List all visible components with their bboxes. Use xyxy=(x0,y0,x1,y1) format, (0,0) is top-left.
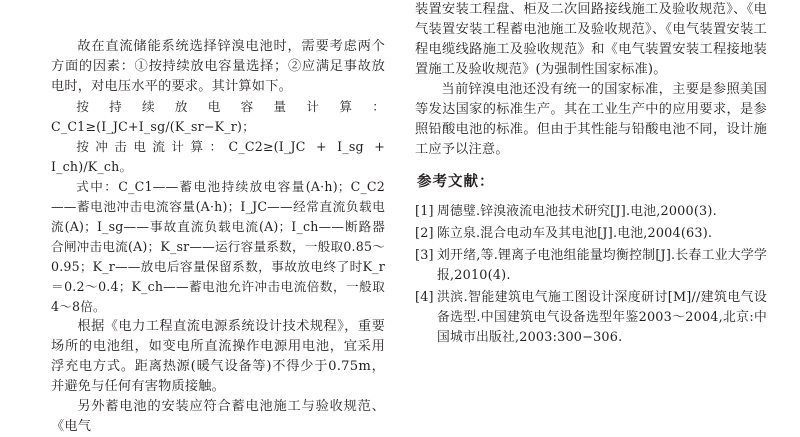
reference-item xyxy=(415,202,767,222)
paragraph-design-code: 根据《电力工程直流电源系统设计技术规程》，重要场所的电池组，如变电所直流操作电源用电池，宜采用浮充电方式。距离热源(暖气设备等)不得少于0.75m，并避免与任何有害物质接触。 xyxy=(51,319,385,394)
left-column xyxy=(51,0,385,437)
reference-text: 陈立泉.混合电动车及其电池[J].电池,2004(63). xyxy=(437,226,713,241)
reference-text: 周德璧.锌溴液流电池技术研究[J].电池,2000(3). xyxy=(437,204,717,219)
formula-impulse-current: 按冲击电流计算：C_C2≥(I_JC + I_sg + I_ch)/K_ch。 xyxy=(51,139,385,174)
paragraph-variable-definitions: 式中：C_C1——蓄电池持续放电容量(A·h)；C_C2——蓄电池冲击电流容量(A·h)；I_JC——经常直流负载电流(A)；I_sg——事故直流负载电流(A)；I_ch——断路器合闸冲击电流(A)；K_sr——运行容量系数，一般取0.85～0.95；K_r——放电后容量保留系数，事故放电终了时K_r＝0.2～0.4；K_ch——蓄电池允许冲击电流倍数，一般取4～8倍。 xyxy=(51,179,385,314)
reference-item xyxy=(415,246,767,286)
reference-text: 刘开绪,等.锂离子电池组能量均衡控制[J].长春工业大学学报,2010(4). xyxy=(437,248,767,283)
paragraph-installation: 另外蓄电池的安装应符合蓄电池施工与验收规范、《电气 xyxy=(51,399,385,434)
paragraph-standards-continued: 装置安装工程盘、柜及二次回路接线施工及验收规范》、《电气装置安装工程蓄电池施工及验收规范》、《电气装置安装工程电缆线路施工及验收规范》和《电气装置安装工程接地装置施工及验收规范》(为强制性国家标准)。 xyxy=(415,2,767,77)
reference-number: [2] xyxy=(415,226,434,241)
reference-number: [1] xyxy=(415,204,434,219)
references-list xyxy=(415,202,767,348)
paragraph-intro: 故在直流储能系统选择锌溴电池时，需要考虑两个方面的因素：①按持续放电容量选择；②应满足事故放电时，对电压水平的要求。其计算如下。 xyxy=(51,39,385,94)
right-column xyxy=(415,0,767,350)
references-heading: 参考文献： xyxy=(417,174,495,190)
reference-number: [3] xyxy=(415,248,434,263)
reference-item xyxy=(415,288,767,348)
reference-item xyxy=(415,224,767,244)
paragraph-national-standard: 当前锌溴电池还没有统一的国家标准，主要是参照美国等发达国家的标准生产。其在工业生产中的应用要求，是参照铅酸电池的标准。但由于其性能与铅酸电池不同，设计施工应予以注意。 xyxy=(415,82,767,157)
formula-continuous-capacity: 按持续放电容量计算：C_C1≥(I_JC+I_sg/(K_sr−K_r)； xyxy=(51,99,385,134)
reference-text: 洪滨.智能建筑电气施工图设计深度研讨[M]//建筑电气设备选型.中国建筑电气设备选型年鉴2003～2004,北京:中国城市出版社,2003:300−306. xyxy=(437,290,767,345)
reference-number: [4] xyxy=(415,290,434,305)
